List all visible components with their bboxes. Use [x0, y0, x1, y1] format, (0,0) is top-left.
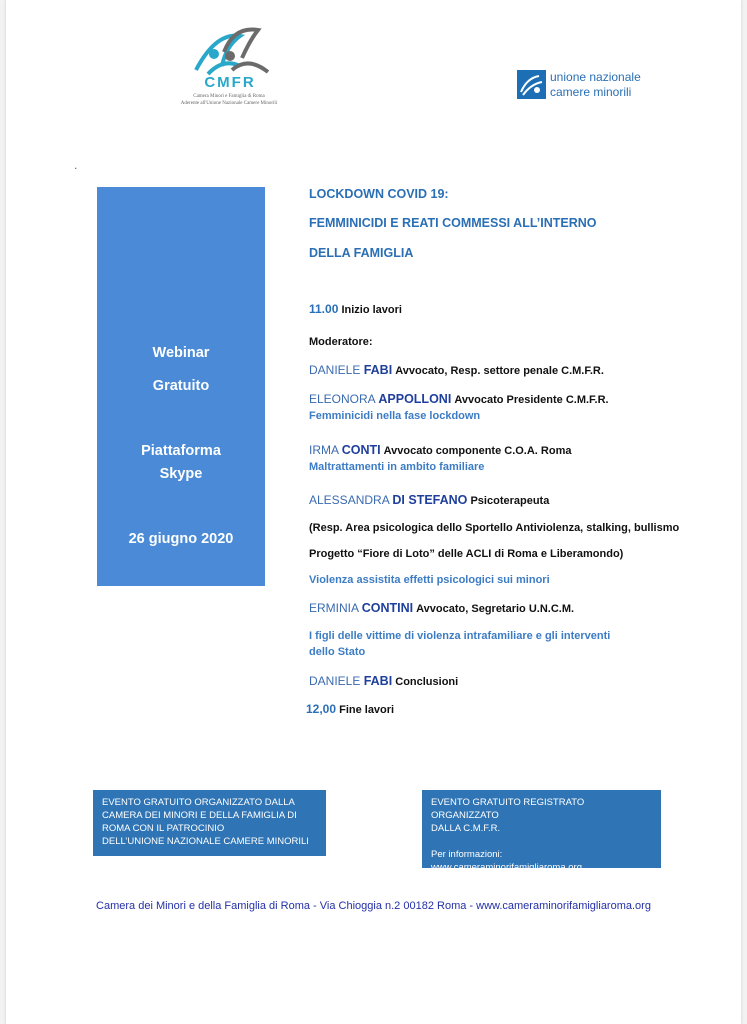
end-time: 12,00	[306, 702, 337, 716]
speaker-di-stefano-detail1: (Resp. Area psicologica dello Sportello Antiviolenza, stalking, bullismo	[309, 522, 680, 534]
unc-hands-icon	[517, 70, 546, 99]
end-row	[306, 702, 394, 716]
event-date: 26 giugno 2020	[128, 531, 234, 547]
speaker-di-stefano: ALESSANDRA DI STEFANO Psicoterapeuta	[309, 493, 550, 507]
organizer-box: EVENTO GRATUITO ORGANIZZATO DALLA CAMERA DEI MINORI E DELLA FAMIGLIA DI ROMA CON IL PATROCINIO DELL’UNIONE NAZIONALE CAMERE MINORILI	[93, 790, 326, 856]
free-label: Gratuito	[152, 378, 210, 394]
cmfr-logo	[168, 22, 290, 106]
speaker-fabi: DANIELE FABI Avvocato, Resp. settore penale C.M.F.R.	[309, 363, 604, 377]
speaker-appolloni: ELEONORA APPOLLONI Avvocato Presidente C.M.F.R.	[309, 392, 609, 406]
start-row	[309, 302, 402, 316]
event-title-line2: FEMMINICIDI E REATI COMMESSI ALL’INTERNO	[309, 216, 597, 230]
cmfr-acronym: CMFR	[204, 74, 256, 91]
unc-name-line2: camere minorili	[550, 85, 632, 99]
talk-topic-contini-line2: dello Stato	[309, 646, 366, 658]
cmfr-subtitle: Camera Minori e Famiglia di Roma	[193, 94, 265, 99]
speaker-conti: IRMA CONTI Avvocato componente C.O.A. Roma	[309, 443, 572, 457]
talk-topic-contini-line1: I figli delle vittime di violenza intrafamiliare e gli interventi	[309, 630, 611, 642]
moderator-label: Moderatore:	[309, 336, 373, 348]
event-info-panel	[97, 187, 265, 586]
unc-logo	[517, 68, 657, 102]
bullet-dot: .	[74, 158, 78, 172]
family-figures-icon	[168, 22, 290, 78]
speaker-di-stefano-detail2: Progetto “Fiore di Loto” delle ACLI di Roma e Liberamondo)	[309, 548, 624, 560]
cmfr-subtitle-affiliation: Aderente all'Unione Nazionale Camere Minorili	[180, 101, 278, 106]
registration-box: EVENTO GRATUITO REGISTRATO ORGANIZZATO DALLA C.M.F.R. Per informazioni: www.cameraminorifamigliaroma.org	[422, 790, 661, 868]
webinar-label: Webinar	[152, 345, 210, 361]
info-label: Per informazioni:	[431, 849, 503, 860]
start-time: 11.00	[309, 302, 339, 316]
footer-address: Camera dei Minori e della Famiglia di Roma - Via Chioggia n.2 00182 Roma - www.cameraminorifamigliaroma.org	[96, 900, 651, 912]
talk-topic-appolloni: Femminicidi nella fase lockdown	[309, 410, 481, 422]
talk-topic-di-stefano: Violenza assistita effetti psicologici sui minori	[309, 574, 550, 586]
platform-label: Piattaforma	[141, 443, 221, 459]
end-label: Fine lavori	[339, 704, 395, 716]
speaker-contini: ERMINIA CONTINI Avvocato, Segretario U.N.C.M.	[309, 601, 575, 615]
info-website-link[interactable]: www.cameraminorifamigliaroma.org	[431, 862, 582, 873]
start-label: Inizio lavori	[341, 304, 402, 316]
skype-label: Skype	[159, 466, 203, 482]
event-title-line3: DELLA FAMIGLIA	[309, 246, 414, 260]
flyer-page	[6, 0, 741, 1024]
talk-topic-conti: Maltrattamenti in ambito familiare	[309, 461, 485, 473]
closing-speaker-fabi: DANIELE FABI Conclusioni	[309, 674, 459, 688]
event-title-line1: LOCKDOWN COVID 19:	[309, 187, 449, 201]
unc-name-line1: unione nazionale	[550, 70, 641, 84]
